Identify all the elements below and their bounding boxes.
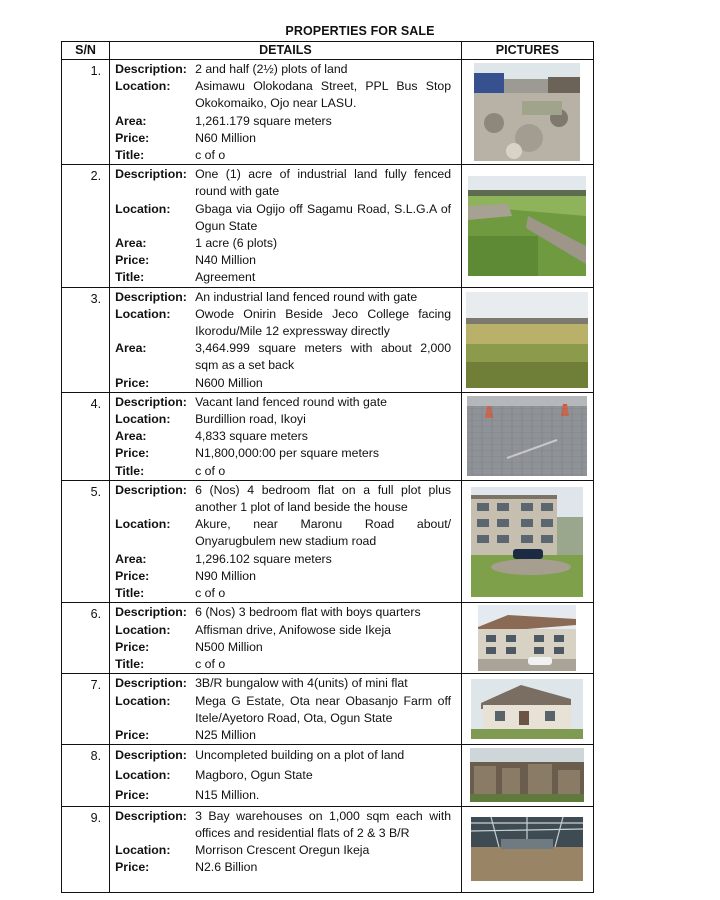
row-number: 3. (62, 287, 110, 392)
field-label: Area: (115, 113, 147, 128)
table-row (62, 60, 594, 165)
area-field (110, 113, 461, 130)
row-details (110, 480, 462, 602)
field-value: c of o (195, 656, 226, 671)
field-value: One (1) acre of industrial land fully fenced round with gate (195, 167, 452, 199)
field-label: Description: (115, 167, 187, 182)
picture-cell (461, 603, 593, 674)
description-field (110, 61, 461, 78)
field-label: Description: (115, 748, 187, 763)
field-label: Area: (115, 236, 147, 251)
field-label: Price: (115, 446, 150, 461)
field-label: Description: (115, 482, 187, 497)
table-row (62, 165, 594, 287)
field-label: Price: (115, 860, 150, 875)
field-label: Price: (115, 130, 150, 145)
description-field (110, 746, 461, 766)
price-field (110, 786, 461, 806)
property-photo (471, 679, 583, 739)
row-details (110, 745, 462, 806)
header-pictures: PICTURES (461, 42, 593, 60)
field-value: Asimawu Olokodana Street, PPL Bus Stop Okokomaiko, Ojo near LASU. (195, 79, 452, 111)
location-field (110, 306, 461, 340)
field-label: Description: (115, 808, 187, 823)
field-label: Description: (115, 394, 187, 409)
table-header-row (62, 42, 594, 60)
table-row (62, 603, 594, 674)
field-value: Affisman drive, Anifowose side Ikeja (195, 622, 392, 637)
field-label: Price: (115, 727, 150, 742)
field-value: Vacant land fenced round with gate (195, 394, 387, 409)
title-field (110, 656, 461, 673)
field-value: Morrison Crescent Oregun Ikeja (195, 842, 370, 857)
field-label: Area: (115, 341, 147, 356)
header-sn: S/N (62, 42, 110, 60)
field-value: Uncompleted building on a plot of land (195, 748, 405, 763)
field-value: c of o (195, 148, 226, 163)
picture-cell (461, 674, 593, 745)
picture-cell (461, 60, 593, 165)
picture-cell (461, 392, 593, 480)
title-field (110, 463, 461, 480)
field-value: 1,261.179 square meters (195, 113, 332, 128)
field-value: Agreement (195, 270, 256, 285)
property-photo (467, 396, 587, 476)
field-label: Location: (115, 201, 171, 216)
table-row (62, 480, 594, 602)
row-number: 9. (62, 806, 110, 892)
field-value: Owode Onirin Beside Jeco College facing Ikorodu/Mile 12 expressway directly (195, 306, 452, 339)
description-field (110, 394, 461, 411)
field-value: An industrial land fenced round with gate (195, 289, 418, 304)
description-field (110, 289, 461, 306)
price-field (110, 727, 461, 744)
picture-cell (461, 287, 593, 392)
field-value: 6 (Nos) 3 bedroom flat with boys quarters (195, 605, 421, 620)
row-details (110, 165, 462, 287)
field-label: Location: (115, 306, 171, 321)
field-label: Description: (115, 62, 187, 76)
row-number: 6. (62, 603, 110, 674)
table-row (62, 674, 594, 745)
picture-cell (461, 480, 593, 602)
field-label: Price: (115, 253, 150, 268)
row-number: 2. (62, 165, 110, 287)
area-field (110, 551, 461, 568)
row-details (110, 674, 462, 745)
title-field (110, 585, 461, 602)
location-field (110, 766, 461, 786)
area-field (110, 235, 461, 252)
field-value: Akure, near Maronu Road about/ Onyarugbulem new stadium road (195, 517, 452, 549)
field-label: Area: (115, 429, 147, 444)
field-value: 3B/R bungalow with 4(units) of mini flat (195, 676, 408, 691)
property-photo (471, 817, 583, 881)
field-value: N40 Million (195, 253, 256, 268)
row-number: 7. (62, 674, 110, 745)
property-photo (474, 63, 580, 161)
row-details (110, 603, 462, 674)
price-field (110, 445, 461, 462)
property-photo (468, 176, 586, 276)
location-field (110, 516, 461, 550)
description-field (110, 604, 461, 621)
field-value: 4,833 square meters (195, 429, 308, 444)
row-number: 8. (62, 745, 110, 806)
picture-cell (461, 165, 593, 287)
field-label: Price: (115, 787, 150, 802)
property-photo (466, 292, 588, 388)
field-value: N500 Million (195, 639, 263, 654)
row-number: 4. (62, 392, 110, 480)
description-field (110, 675, 461, 692)
field-value: c of o (195, 463, 226, 478)
field-value: N1,800,000:00 per square meters (195, 446, 379, 461)
field-label: Description: (115, 289, 187, 304)
field-value: 1 acre (6 plots) (195, 236, 278, 251)
property-photo (470, 748, 584, 802)
field-label: Area: (115, 551, 147, 566)
location-field (110, 842, 461, 859)
location-field (110, 622, 461, 639)
field-value: 3 Bay warehouses on 1,000 sqm each with offices and residential flats of 2 & 3 B/R (195, 808, 452, 840)
table-row (62, 806, 594, 892)
field-label: Location: (115, 693, 171, 708)
field-value: Mega G Estate, Ota near Obasanjo Farm off Itele/Ayetoro Road, Ota, Ogun State (195, 693, 452, 725)
description-field (110, 166, 461, 200)
picture-cell (461, 806, 593, 892)
price-field (110, 568, 461, 585)
price-field (110, 252, 461, 269)
field-value: 6 (Nos) 4 bedroom flat on a full plot plus another 1 plot of land beside the house (195, 482, 452, 515)
location-field (110, 411, 461, 428)
field-label: Location: (115, 767, 171, 782)
location-field (110, 78, 461, 112)
property-photo (471, 487, 583, 597)
field-value: N90 Million (195, 568, 256, 583)
row-number: 5. (62, 480, 110, 602)
description-field (110, 482, 461, 516)
location-field (110, 201, 461, 235)
row-details (110, 392, 462, 480)
description-field (110, 808, 461, 842)
price-field (110, 375, 461, 392)
field-value: Gbaga via Ogijo off Sagamu Road, S.L.G.A of Ogun State (195, 201, 452, 233)
location-field (110, 693, 461, 727)
field-label: Location: (115, 842, 171, 857)
field-value: N2.6 Billion (195, 860, 258, 875)
field-label: Title: (115, 148, 145, 163)
area-field (110, 340, 461, 374)
row-details (110, 60, 462, 165)
field-value: Magboro, Ogun State (195, 767, 313, 782)
price-field (110, 130, 461, 147)
field-value: N600 Million (195, 375, 263, 390)
row-details (110, 806, 462, 892)
field-value: N25 Million (195, 727, 256, 742)
row-details (110, 287, 462, 392)
header-details: DETAILS (110, 42, 462, 60)
field-label: Price: (115, 375, 150, 390)
table-row (62, 287, 594, 392)
field-label: Price: (115, 568, 150, 583)
picture-cell (461, 745, 593, 806)
field-label: Location: (115, 517, 171, 532)
title-field (110, 147, 461, 164)
row-number: 1. (62, 60, 110, 165)
page-title: PROPERTIES FOR SALE (285, 24, 435, 38)
field-label: Description: (115, 605, 187, 620)
field-label: Description: (115, 676, 187, 691)
price-field (110, 859, 461, 876)
field-label: Title: (115, 463, 145, 478)
properties-table (61, 41, 594, 893)
field-value: N15 Million. (195, 787, 260, 802)
table-row (62, 745, 594, 806)
field-value: 1,296.102 square meters (195, 551, 332, 566)
field-value: Burdillion road, Ikoyi (195, 412, 306, 427)
field-value: N60 Million (195, 130, 256, 145)
field-label: Location: (115, 622, 171, 637)
field-label: Location: (115, 412, 171, 427)
field-value: c of o (195, 586, 226, 601)
price-field (110, 639, 461, 656)
field-label: Title: (115, 656, 145, 671)
field-label: Title: (115, 270, 145, 285)
property-photo (478, 605, 576, 671)
field-label: Location: (115, 79, 171, 94)
field-label: Title: (115, 586, 145, 601)
table-row (62, 392, 594, 480)
field-value: 2 and half (2½) plots of land (195, 62, 348, 76)
field-value: 3,464.999 square meters with about 2,000 sqm as a set back (195, 341, 452, 373)
field-label: Price: (115, 639, 150, 654)
area-field (110, 428, 461, 445)
title-field (110, 269, 461, 286)
